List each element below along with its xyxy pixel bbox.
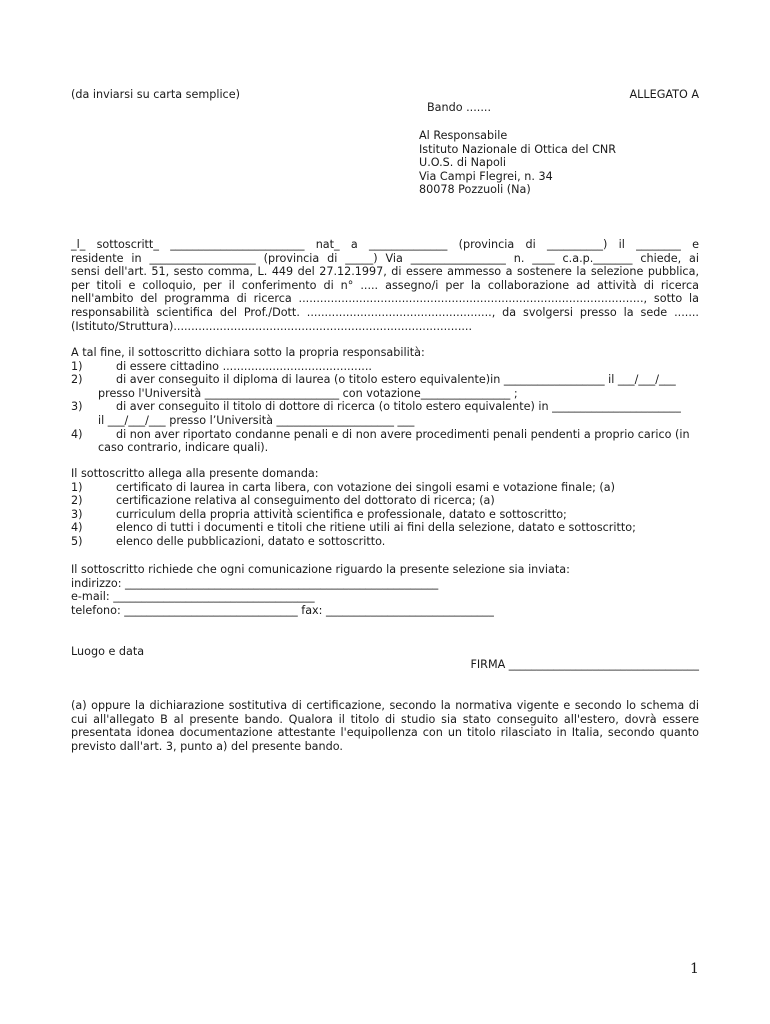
attachment-item xyxy=(71,508,699,522)
footnote xyxy=(71,699,699,753)
signature-field[interactable]: FIRMA __________________________________ xyxy=(470,658,699,671)
declaration-item xyxy=(71,400,699,414)
recipient-address xyxy=(419,129,616,197)
item-text: elenco delle pubblicazioni, datato e sottoscritto. xyxy=(116,534,386,548)
declaration-item xyxy=(71,373,699,387)
item-continuation: caso contrario, indicare quali). xyxy=(98,441,269,455)
allegato-label: ALLEGATO A xyxy=(629,88,699,101)
declaration-section xyxy=(71,346,699,455)
declaration-item xyxy=(71,428,699,442)
intro-line: nell'ambito del programma di ricerca ................................................................................................., sotto la xyxy=(71,292,699,306)
declaration-title: A tal fine, il sottoscritto dichiara sotto la propria responsabilità: xyxy=(71,346,425,359)
item-number: 2) xyxy=(71,373,83,387)
recipient-line: Al Responsabile xyxy=(419,129,508,142)
item-number: 1) xyxy=(71,480,83,494)
recipient-line: Istituto Nazionale di Ottica del CNR xyxy=(419,142,617,156)
page-number: 1 xyxy=(690,961,699,977)
item-text: di aver conseguito il titolo di dottore di ricerca (o titolo estero equivalente) in _______________________ xyxy=(116,400,681,414)
item-number: 5) xyxy=(71,534,83,548)
contact-title: Il sottoscritto richiede che ogni comunicazione riguardo la presente selezione sia inviata: xyxy=(71,563,570,576)
phone-fax-field[interactable]: telefono: _______________________________ fax: ______________________________ xyxy=(71,603,494,617)
item-number: 4) xyxy=(71,427,83,441)
attachments-section xyxy=(71,467,699,549)
item-number: 1) xyxy=(71,359,83,373)
item-number: 2) xyxy=(71,494,83,508)
item-text: elenco di tutti i documenti e titoli che ritiene utili ai fini della selezione, datato e sottoscritto; xyxy=(116,521,636,535)
item-text: di aver conseguito il diploma di laurea (o titolo estero equivalente)in __________________ il ___/___/___ xyxy=(116,373,676,387)
recipient-line: 80078 Pozzuoli (Na) xyxy=(419,183,531,197)
place-date-label: Luogo e data xyxy=(71,645,145,658)
contact-section xyxy=(71,563,699,617)
address-field[interactable]: indirizzo: ________________________________________________________ xyxy=(71,576,439,590)
footnote-line: previsto dall'art. 3, punto a) del presente bando. xyxy=(71,739,343,753)
footnote-line: cui all'allegato B al presente bando. Qualora il titolo di studio sia stato conseguito all'estero, dovrà essere xyxy=(71,712,699,726)
recipient-line: Via Campi Flegrei, n. 34 xyxy=(419,169,553,183)
item-number: 4) xyxy=(71,521,83,535)
intro-paragraph xyxy=(71,238,699,333)
intro-line: responsabilità scientifica del Prof./Dott. ...................................................., da svolgersi presso la sede ....... xyxy=(71,305,699,319)
bando-label: Bando ....... xyxy=(427,101,492,114)
intro-line: per titoli e colloquio, per il conferimento di n° ..... assegno/i per la collaborazione ad attività di ricerca xyxy=(71,278,699,292)
item-number: 3) xyxy=(71,400,83,414)
footnote-line: presentata idonea documentazione attestante l'equipollenza con un titolo rilasciato in Italia, secondo quanto xyxy=(71,726,699,740)
email-field[interactable]: e-mail: ____________________________________ xyxy=(71,590,315,604)
recipient-line: U.O.S. di Napoli xyxy=(419,156,507,170)
attachment-item xyxy=(71,481,699,495)
item-number: 3) xyxy=(71,507,83,521)
footnote-line: (a) oppure la dichiarazione sostitutiva di certificazione, secondo la normativa vigente e secondo lo schema di xyxy=(71,699,699,712)
header-row xyxy=(71,88,699,102)
intro-line: (Istituto/Struttura).................................................................................... xyxy=(71,319,473,333)
intro-line: _l_ sottoscritt_ ________________________ nat_ a ______________ (provincia di __________) il ________ e xyxy=(71,238,699,251)
intro-line: residente in ___________________ (provincia di _____) Via _________________ n. ____ c.a.p._______ chiede, ai xyxy=(71,251,699,265)
paper-note: (da inviarsi su carta semplice) xyxy=(71,88,240,101)
declaration-item xyxy=(71,360,699,374)
attachment-item xyxy=(71,521,699,535)
attachment-item xyxy=(71,535,699,549)
item-continuation: il ___/___/___ presso l’Università _____________________ ___ xyxy=(98,413,415,427)
attachment-item xyxy=(71,494,699,508)
item-text: di essere cittadino .......................................... xyxy=(116,359,372,373)
attachments-title: Il sottoscritto allega alla presente domanda: xyxy=(71,467,319,480)
intro-line: sensi dell'art. 51, sesto comma, L. 449 del 27.12.1997, di essere ammesso a sostenere la selezione pubblica, xyxy=(71,265,699,279)
item-text: certificazione relativa al conseguimento del dottorato di ricerca; (a) xyxy=(116,494,495,508)
item-text: di non aver riportato condanne penali e di non avere procedimenti penali pendenti a proprio carico (in xyxy=(116,427,690,441)
item-continuation: presso l'Università ________________________ con votazione________________ ; xyxy=(98,386,518,400)
item-text: certificato di laurea in carta libera, con votazione dei singoli esami e votazione finale; (a) xyxy=(116,480,615,494)
item-text: curriculum della propria attività scientifica e professionale, datato e sottoscritto; xyxy=(116,507,567,521)
